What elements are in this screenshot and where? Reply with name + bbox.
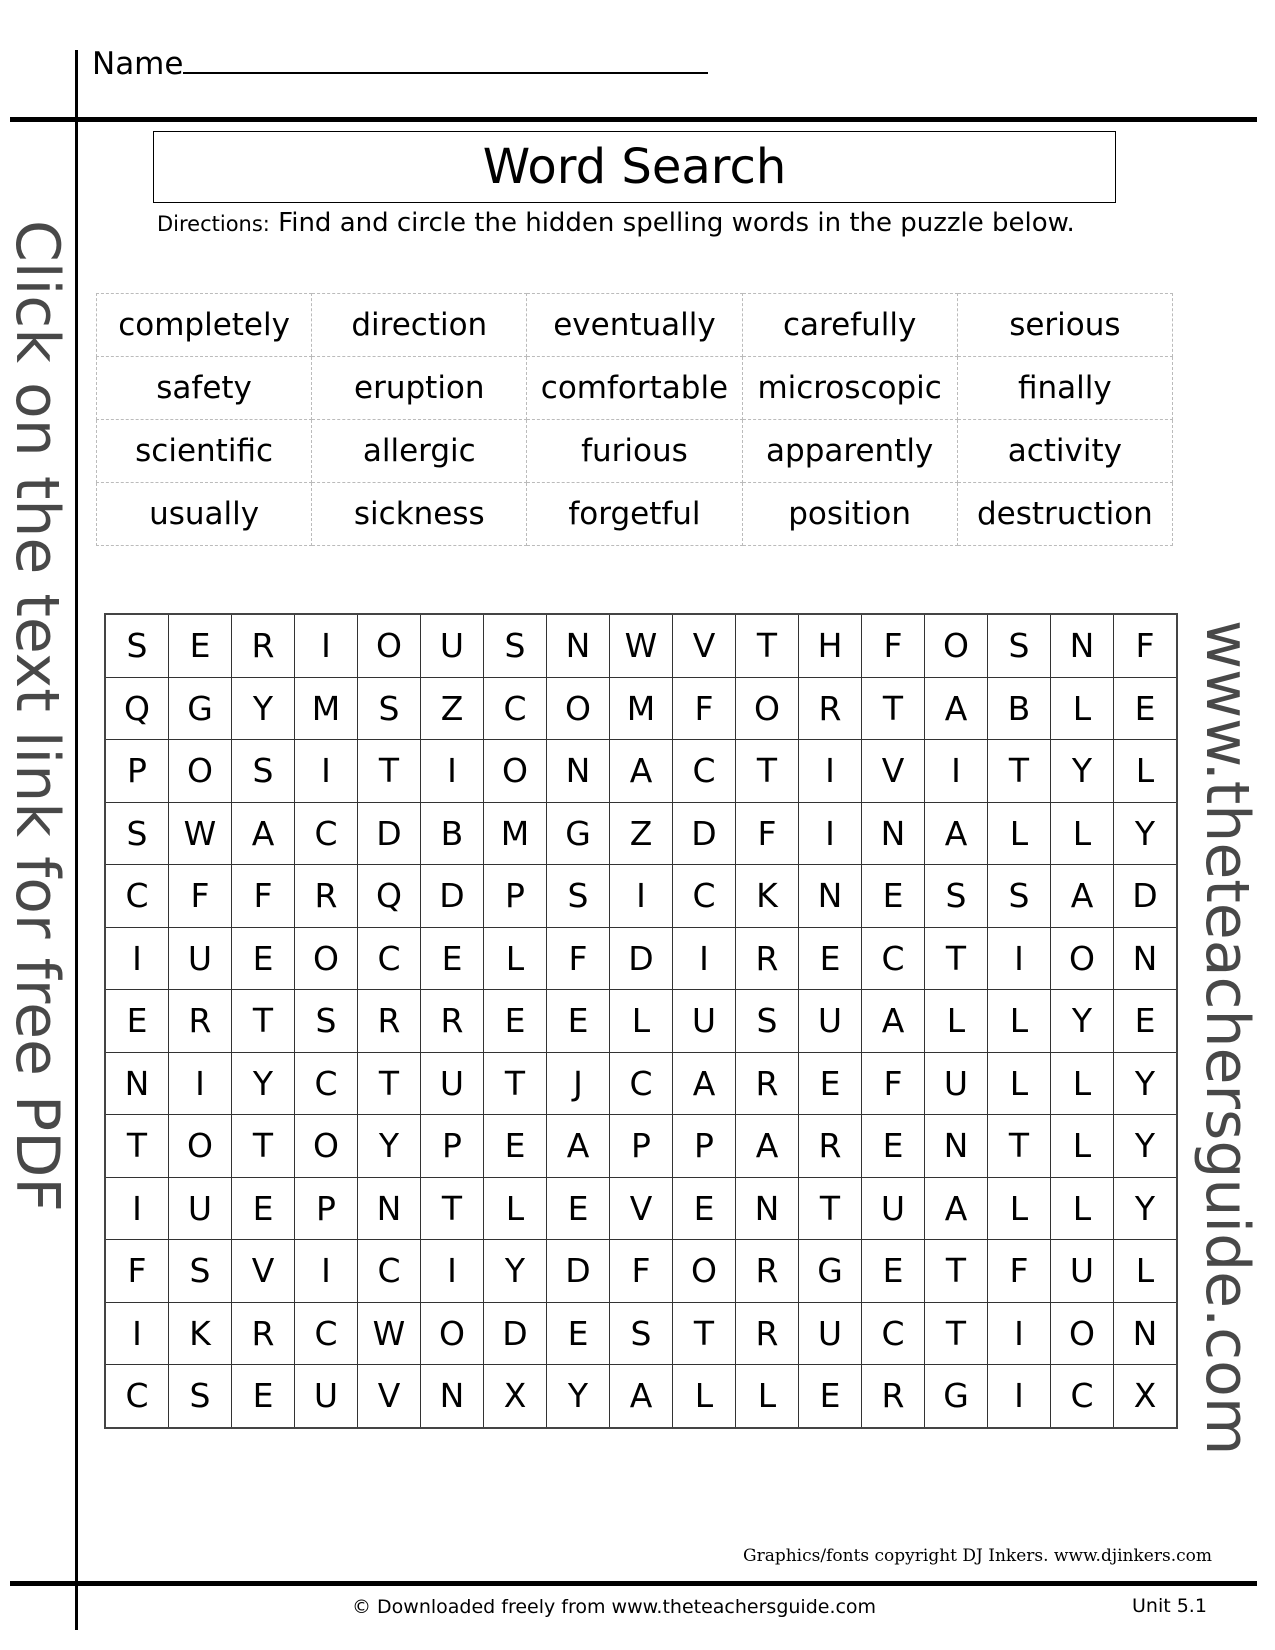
grid-cell[interactable]: E (547, 1302, 610, 1365)
grid-cell[interactable]: F (862, 614, 925, 677)
grid-cell[interactable]: Y (1114, 802, 1178, 865)
grid-cell[interactable]: E (673, 1177, 736, 1240)
grid-cell[interactable]: E (799, 1365, 862, 1428)
grid-cell[interactable]: T (358, 740, 421, 803)
word-bank-word: destruction (957, 483, 1172, 546)
grid-cell[interactable]: L (1051, 1052, 1114, 1115)
grid-cell[interactable]: K (736, 865, 799, 928)
grid-cell[interactable]: A (925, 802, 988, 865)
grid-cell[interactable]: W (610, 614, 673, 677)
grid-cell[interactable]: E (799, 1052, 862, 1115)
grid-cell[interactable]: L (736, 1365, 799, 1428)
grid-cell[interactable]: C (1051, 1365, 1114, 1428)
grid-cell[interactable]: E (169, 614, 232, 677)
grid-cell[interactable]: I (799, 740, 862, 803)
grid-cell[interactable]: L (1114, 1240, 1178, 1303)
grid-cell[interactable]: C (295, 1302, 358, 1365)
watermark-line-1[interactable]: Click on the text link for free PDF (2, 220, 72, 1212)
grid-cell[interactable]: I (295, 740, 358, 803)
grid-cell[interactable]: E (484, 990, 547, 1053)
grid-row (105, 990, 1177, 1053)
grid-cell[interactable]: A (925, 677, 988, 740)
grid-cell[interactable]: X (1114, 1365, 1178, 1428)
grid-row (105, 802, 1177, 865)
grid-row (105, 1302, 1177, 1365)
grid-cell[interactable]: T (484, 1052, 547, 1115)
grid-cell[interactable]: Y (1114, 1177, 1178, 1240)
grid-cell[interactable]: O (169, 740, 232, 803)
grid-cell[interactable]: X (484, 1365, 547, 1428)
word-bank (96, 293, 1173, 546)
grid-row (105, 1052, 1177, 1115)
grid-cell[interactable]: I (988, 1365, 1051, 1428)
grid-cell[interactable]: Y (484, 1240, 547, 1303)
grid-cell[interactable]: E (547, 1177, 610, 1240)
grid-cell[interactable]: G (169, 677, 232, 740)
word-bank-word: eruption (312, 357, 527, 420)
name-blank[interactable] (183, 44, 708, 74)
grid-cell[interactable]: I (105, 927, 169, 990)
grid-cell[interactable]: S (295, 990, 358, 1053)
grid-cell[interactable]: N (862, 802, 925, 865)
grid-cell[interactable]: I (610, 865, 673, 928)
word-bank-word: microscopic (742, 357, 957, 420)
grid-row (105, 1177, 1177, 1240)
grid-cell[interactable]: I (105, 1302, 169, 1365)
grid-cell[interactable]: D (484, 1302, 547, 1365)
grid-cell[interactable]: T (673, 1302, 736, 1365)
grid-cell[interactable]: C (673, 740, 736, 803)
grid-row (105, 1365, 1177, 1428)
grid-cell[interactable]: A (610, 1365, 673, 1428)
grid-cell[interactable]: T (925, 1302, 988, 1365)
grid-cell[interactable]: D (610, 927, 673, 990)
grid-cell[interactable]: E (1114, 990, 1178, 1053)
grid-cell[interactable]: F (673, 677, 736, 740)
word-bank-word: finally (957, 357, 1172, 420)
grid-cell[interactable]: N (421, 1365, 484, 1428)
grid-cell[interactable]: B (988, 677, 1051, 740)
unit-label: Unit 5.1 (1132, 1595, 1207, 1617)
word-bank-word: activity (957, 420, 1172, 483)
grid-cell[interactable]: P (484, 865, 547, 928)
grid-cell[interactable]: Y (1114, 1052, 1178, 1115)
grid-cell[interactable]: H (799, 614, 862, 677)
grid-cell[interactable]: I (988, 927, 1051, 990)
grid-cell[interactable]: C (610, 1052, 673, 1115)
footer-rule (10, 1581, 1257, 1586)
grid-cell[interactable]: A (610, 740, 673, 803)
word-bank-row (97, 483, 1173, 546)
grid-cell[interactable]: S (547, 865, 610, 928)
grid-cell[interactable]: U (925, 1052, 988, 1115)
grid-cell[interactable]: E (105, 990, 169, 1053)
grid-cell[interactable]: I (295, 614, 358, 677)
grid-cell[interactable]: L (1051, 677, 1114, 740)
grid-cell[interactable]: I (105, 1177, 169, 1240)
grid-cell[interactable]: V (673, 614, 736, 677)
grid-cell[interactable]: N (358, 1177, 421, 1240)
grid-cell[interactable]: I (295, 1240, 358, 1303)
grid-cell[interactable]: E (232, 927, 295, 990)
grid-cell[interactable]: L (1051, 802, 1114, 865)
word-bank-word: comfortable (527, 357, 742, 420)
word-bank-word: allergic (312, 420, 527, 483)
word-bank-word: sickness (312, 483, 527, 546)
grid-cell[interactable]: O (295, 927, 358, 990)
grid-cell[interactable]: I (421, 1240, 484, 1303)
grid-cell[interactable]: V (610, 1177, 673, 1240)
grid-cell[interactable]: D (673, 802, 736, 865)
grid-row (105, 1240, 1177, 1303)
grid-cell[interactable]: E (232, 1177, 295, 1240)
grid-cell[interactable]: O (925, 614, 988, 677)
grid-cell[interactable]: O (547, 677, 610, 740)
grid-cell[interactable]: G (799, 1240, 862, 1303)
grid-cell[interactable]: U (862, 1177, 925, 1240)
grid-cell[interactable]: R (295, 865, 358, 928)
grid-cell[interactable]: T (799, 1177, 862, 1240)
grid-cell[interactable]: S (105, 614, 169, 677)
grid-cell[interactable]: R (358, 990, 421, 1053)
grid-cell[interactable]: S (610, 1302, 673, 1365)
word-bank-word: safety (97, 357, 312, 420)
grid-cell[interactable]: T (358, 1052, 421, 1115)
grid-row (105, 927, 1177, 990)
grid-cell[interactable]: P (421, 1115, 484, 1178)
grid-cell[interactable]: I (988, 1302, 1051, 1365)
grid-cell[interactable]: I (925, 740, 988, 803)
grid-cell[interactable]: F (736, 802, 799, 865)
grid-cell[interactable]: U (169, 927, 232, 990)
grid-cell[interactable]: T (105, 1115, 169, 1178)
grid-cell[interactable]: G (925, 1365, 988, 1428)
grid-cell[interactable]: E (421, 927, 484, 990)
grid-cell[interactable]: A (862, 990, 925, 1053)
grid-row (105, 740, 1177, 803)
grid-cell[interactable]: Z (610, 802, 673, 865)
word-bank-row (97, 294, 1173, 357)
grid-cell[interactable]: O (484, 740, 547, 803)
grid-cell[interactable]: N (1051, 614, 1114, 677)
grid-cell[interactable]: I (169, 1052, 232, 1115)
word-bank-word: position (742, 483, 957, 546)
grid-cell[interactable]: R (799, 677, 862, 740)
grid-cell[interactable]: Y (358, 1115, 421, 1178)
grid-cell[interactable]: U (169, 1177, 232, 1240)
grid-cell[interactable]: Y (547, 1365, 610, 1428)
grid-cell[interactable]: L (1051, 1177, 1114, 1240)
word-bank-word: scientific (97, 420, 312, 483)
grid-cell[interactable]: V (232, 1240, 295, 1303)
grid-cell[interactable]: T (736, 740, 799, 803)
word-bank-word: carefully (742, 294, 957, 357)
grid-cell[interactable]: W (169, 802, 232, 865)
grid-cell[interactable]: S (105, 802, 169, 865)
grid-cell[interactable]: N (547, 740, 610, 803)
word-bank-word: completely (97, 294, 312, 357)
grid-cell[interactable]: S (169, 1365, 232, 1428)
grid-cell[interactable]: E (484, 1115, 547, 1178)
grid-cell[interactable]: N (736, 1177, 799, 1240)
grid-cell[interactable]: Z (421, 677, 484, 740)
grid-cell[interactable]: M (295, 677, 358, 740)
grid-cell[interactable]: T (988, 1115, 1051, 1178)
grid-cell[interactable]: O (295, 1115, 358, 1178)
word-bank-row (97, 420, 1173, 483)
grid-cell[interactable]: Y (1114, 1115, 1178, 1178)
grid-cell[interactable]: R (862, 1365, 925, 1428)
grid-cell[interactable]: R (736, 1240, 799, 1303)
grid-cell[interactable]: C (484, 677, 547, 740)
directions (157, 208, 1075, 238)
word-bank-row (97, 357, 1173, 420)
grid-cell[interactable]: N (799, 865, 862, 928)
grid-row (105, 1115, 1177, 1178)
word-bank-word: usually (97, 483, 312, 546)
grid-cell[interactable]: L (988, 802, 1051, 865)
grid-cell[interactable]: L (1114, 740, 1178, 803)
grid-cell[interactable]: Y (1051, 990, 1114, 1053)
grid-cell[interactable]: Y (1051, 740, 1114, 803)
grid-cell[interactable]: A (232, 802, 295, 865)
grid-cell[interactable]: L (610, 990, 673, 1053)
grid-cell[interactable]: W (358, 1302, 421, 1365)
grid-cell[interactable]: L (484, 927, 547, 990)
grid-cell[interactable]: K (169, 1302, 232, 1365)
grid-cell[interactable]: G (547, 802, 610, 865)
grid-cell[interactable]: S (736, 990, 799, 1053)
grid-cell[interactable]: P (673, 1115, 736, 1178)
grid-cell[interactable]: O (673, 1240, 736, 1303)
grid-cell[interactable]: A (1051, 865, 1114, 928)
grid-cell[interactable]: B (421, 802, 484, 865)
name-field (92, 44, 708, 82)
grid-cell[interactable]: S (484, 614, 547, 677)
page-title: Word Search (153, 131, 1116, 203)
grid-cell[interactable]: L (673, 1365, 736, 1428)
grid-cell[interactable]: I (799, 802, 862, 865)
grid-cell[interactable]: C (358, 1240, 421, 1303)
grid-cell[interactable]: T (925, 927, 988, 990)
grid-cell[interactable]: C (673, 865, 736, 928)
grid-cell[interactable]: O (1051, 927, 1114, 990)
grid-cell[interactable]: O (1051, 1302, 1114, 1365)
grid-cell[interactable]: I (673, 927, 736, 990)
grid-cell[interactable]: E (232, 1365, 295, 1428)
grid-cell[interactable]: R (736, 927, 799, 990)
grid-cell[interactable]: N (1114, 1302, 1178, 1365)
grid-cell[interactable]: Q (358, 865, 421, 928)
grid-cell[interactable]: O (358, 614, 421, 677)
grid-cell[interactable]: S (988, 614, 1051, 677)
margin-line (75, 50, 78, 1630)
grid-cell[interactable]: M (484, 802, 547, 865)
grid-cell[interactable]: U (799, 1302, 862, 1365)
grid-cell[interactable]: T (232, 990, 295, 1053)
grid-cell[interactable]: R (421, 990, 484, 1053)
grid-cell[interactable]: U (799, 990, 862, 1053)
word-bank-word: serious (957, 294, 1172, 357)
grid-cell[interactable]: T (736, 614, 799, 677)
word-bank-word: apparently (742, 420, 957, 483)
grid-cell[interactable]: L (988, 1052, 1051, 1115)
directions-text: Find and circle the hidden spelling words in the puzzle below. (278, 208, 1075, 238)
grid-cell[interactable]: L (1051, 1115, 1114, 1178)
grid-cell[interactable]: N (105, 1052, 169, 1115)
grid-cell[interactable]: T (862, 677, 925, 740)
grid-cell[interactable]: C (862, 1302, 925, 1365)
grid-cell[interactable]: S (232, 740, 295, 803)
grid-cell[interactable]: A (736, 1115, 799, 1178)
grid-cell[interactable]: F (1114, 614, 1178, 677)
grid-cell[interactable]: R (736, 1052, 799, 1115)
grid-cell[interactable]: U (673, 990, 736, 1053)
grid-cell[interactable]: O (421, 1302, 484, 1365)
grid-cell[interactable]: F (862, 1052, 925, 1115)
grid-cell[interactable]: L (988, 990, 1051, 1053)
grid-cell[interactable]: Q (105, 677, 169, 740)
grid-cell[interactable]: R (232, 1302, 295, 1365)
grid-cell[interactable]: F (232, 865, 295, 928)
grid-cell[interactable]: A (925, 1177, 988, 1240)
word-bank-word: furious (527, 420, 742, 483)
grid-cell[interactable]: C (862, 927, 925, 990)
grid-row (105, 614, 1177, 677)
grid-cell[interactable]: E (862, 865, 925, 928)
grid-cell[interactable]: N (925, 1115, 988, 1178)
grid-cell[interactable]: S (988, 865, 1051, 928)
grid-row (105, 865, 1177, 928)
grid-cell[interactable]: C (358, 927, 421, 990)
grid-cell[interactable]: C (105, 865, 169, 928)
grid-cell[interactable]: L (925, 990, 988, 1053)
grid-cell[interactable]: F (547, 927, 610, 990)
grid-cell[interactable]: E (1114, 677, 1178, 740)
grid-cell[interactable]: E (547, 990, 610, 1053)
grid-cell[interactable]: S (358, 677, 421, 740)
grid-cell[interactable]: L (988, 1177, 1051, 1240)
grid-cell[interactable]: R (736, 1302, 799, 1365)
grid-cell[interactable]: F (988, 1240, 1051, 1303)
word-bank-word: eventually (527, 294, 742, 357)
grid-cell[interactable]: O (169, 1115, 232, 1178)
grid-cell[interactable]: O (736, 677, 799, 740)
grid-cell[interactable]: P (295, 1177, 358, 1240)
grid-cell[interactable]: U (421, 614, 484, 677)
name-label: Name (92, 46, 184, 82)
grid-cell[interactable]: E (799, 927, 862, 990)
grid-cell[interactable]: U (1051, 1240, 1114, 1303)
grid-cell[interactable]: S (925, 865, 988, 928)
grid-cell[interactable]: D (547, 1240, 610, 1303)
grid-cell[interactable]: D (421, 865, 484, 928)
grid-cell[interactable]: E (862, 1115, 925, 1178)
grid-cell[interactable]: F (169, 865, 232, 928)
grid-cell[interactable]: L (484, 1177, 547, 1240)
watermark-line-2[interactable]: www.theteachersguide.com (1192, 620, 1262, 1456)
grid-cell[interactable]: J (547, 1052, 610, 1115)
grid-cell[interactable]: T (232, 1115, 295, 1178)
grid-cell[interactable]: M (610, 677, 673, 740)
grid-cell[interactable]: A (547, 1115, 610, 1178)
grid-cell[interactable]: C (295, 1052, 358, 1115)
copyright-credit: Graphics/fonts copyright DJ Inkers. www.djinkers.com (743, 1546, 1212, 1566)
word-bank-word: direction (312, 294, 527, 357)
grid-cell[interactable]: U (295, 1365, 358, 1428)
grid-cell[interactable]: F (105, 1240, 169, 1303)
header-rule (10, 117, 1257, 122)
grid-cell[interactable]: C (295, 802, 358, 865)
grid-cell[interactable]: I (421, 740, 484, 803)
grid-cell[interactable]: Y (232, 677, 295, 740)
grid-cell[interactable]: S (169, 1240, 232, 1303)
puzzle-grid (104, 613, 1178, 1429)
grid-cell[interactable]: P (610, 1115, 673, 1178)
grid-cell[interactable]: U (421, 1052, 484, 1115)
grid-cell[interactable]: R (799, 1115, 862, 1178)
directions-label: Directions: (157, 212, 270, 236)
footer-text: © Downloaded freely from www.theteachersguide.com (352, 1596, 877, 1618)
grid-cell[interactable]: F (610, 1240, 673, 1303)
grid-cell[interactable]: V (862, 740, 925, 803)
grid-cell[interactable]: R (169, 990, 232, 1053)
grid-cell[interactable]: T (421, 1177, 484, 1240)
grid-cell[interactable]: T (925, 1240, 988, 1303)
grid-cell[interactable]: E (862, 1240, 925, 1303)
grid-cell[interactable]: D (1114, 865, 1178, 928)
grid-cell[interactable]: Y (232, 1052, 295, 1115)
grid-cell[interactable]: P (105, 740, 169, 803)
grid-cell[interactable]: V (358, 1365, 421, 1428)
grid-cell[interactable]: N (547, 614, 610, 677)
grid-cell[interactable]: C (105, 1365, 169, 1428)
grid-cell[interactable]: D (358, 802, 421, 865)
grid-cell[interactable]: N (1114, 927, 1178, 990)
grid-cell[interactable]: A (673, 1052, 736, 1115)
word-bank-word: forgetful (527, 483, 742, 546)
grid-row (105, 677, 1177, 740)
grid-cell[interactable]: T (988, 740, 1051, 803)
grid-cell[interactable]: R (232, 614, 295, 677)
